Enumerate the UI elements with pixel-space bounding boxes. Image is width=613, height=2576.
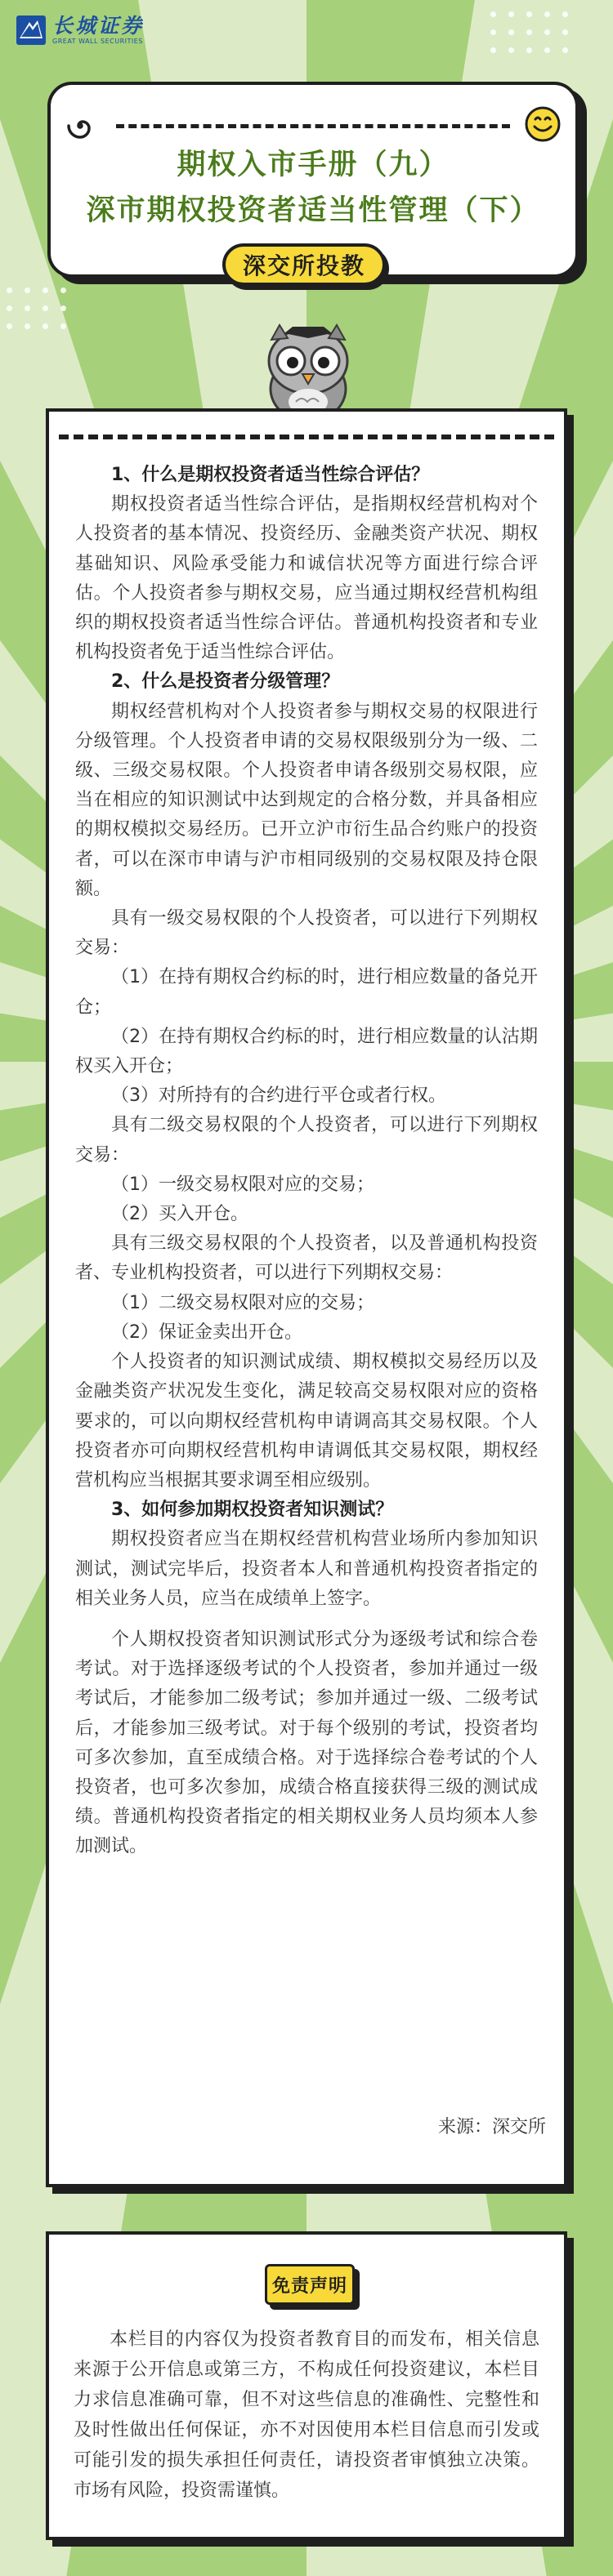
decorative-dot (43, 323, 48, 329)
decorative-dot (60, 323, 66, 329)
decorative-dot (562, 29, 568, 35)
decorative-dot (508, 11, 514, 17)
content-dashed-divider (59, 435, 554, 439)
article-paragraph: （2）保证金卖出开仓。 (111, 1321, 302, 1343)
article-paragraph: 具有三级交易权限的个人投资者，以及普通机构投资者、专业机构投资者，可以进行下列期权交易： (75, 1233, 538, 1284)
decorative-dot (490, 47, 496, 53)
article-paragraph: （2）在持有期权合约标的时，进行相应数量的认沽期权买入开仓； (75, 1026, 538, 1077)
article-paragraph: （2）买入开仓。 (111, 1204, 248, 1225)
article-body (75, 461, 538, 1862)
decorative-dot (508, 29, 514, 35)
section-heading: 2、什么是投资者分级管理？ (111, 671, 340, 693)
decorative-dots-top-right (490, 11, 597, 69)
decorative-dot (60, 287, 66, 293)
disclaimer-text: 本栏目的内容仅为投资者教育目的而发布，相关信息来源于公开信息或第三方，不构成任何投资建议，本栏目力求信息准确可靠，但不对这些信息的准确性、完整性和及时性做出任何保证，亦不对因使用本栏目信息而引发或可能引发的损失承担任何责任，请投资者审慎独立决策。市场有风险，投资需谨慎。 (74, 2329, 539, 2501)
decorative-dot (490, 29, 496, 35)
article-source: 来源：深交所 (437, 2117, 546, 2137)
brand-name-en: GREAT WALL SECURITIES (52, 38, 143, 45)
decorative-dot (25, 287, 30, 293)
article-paragraph: （3）对所持有的合约进行平仓或者行权。 (111, 1085, 446, 1107)
decorative-dot (562, 11, 568, 17)
brand-name-cn: 长城证券 (52, 14, 145, 38)
decorative-dot (7, 305, 12, 311)
article-paragraph: 个人投资者的知识测试成绩、期权模拟交易经历以及金融类资产状况发生变化，满足较高交易权限对应的资格要求的，可以向期权经营机构申请调高其交易权限。个人投资者亦可向期权经营机构申请调低其交易权限，期权经营机构应当根据其要求调至相应级别。 (75, 1352, 538, 1491)
content-card (46, 408, 567, 2187)
smiley-icon (523, 105, 562, 144)
title-line-1: 期权入市手册（九） (177, 149, 450, 181)
decorative-dots-left (7, 287, 88, 345)
article-paragraph: 具有一级交易权限的个人投资者，可以进行下列期权交易： (75, 908, 538, 959)
decorative-dot (7, 323, 12, 329)
decorative-dot (43, 305, 48, 311)
article-paragraph: （1）二级交易权限对应的交易； (111, 1292, 374, 1313)
decorative-dot (25, 323, 30, 329)
article-paragraph: 个人期权投资者知识测试形式分为逐级考试和综合卷考试。对于选择逐级考试的个人投资者，参加并通过一级考试后，才能参加二级考试；参加并通过一级、二级考试后，才能参加三级考试。对于每个级别的考试，投资者均可多次参加，直至成绩合格。对于选择综合卷考试的个人投资者，也可多次参加，成绩合格直接获得三级的测试成绩。普通机构投资者指定的相关期权业务人员均须本人参加测试。 (75, 1629, 538, 1857)
decorative-dot (508, 47, 514, 53)
article-paragraph: 期权经营机构对个人投资者参与期权交易的权限进行分级管理。个人投资者申请的交易权限级别分为一级、二级、三级交易权限。个人投资者申请各级别交易权限，应当在相应的知识测试中达到规定的合格分数，并具备相应的期权模拟交易经历。已开立沪市衍生品合约账户的投资者，可以在深市申请与沪市相同级别的交易权限及持仓限额。 (75, 701, 538, 899)
title-dashed-divider (116, 124, 510, 128)
decorative-dot (490, 11, 496, 17)
article-paragraph: 期权投资者适当性综合评估，是指期权经营机构对个人投资者的基本情况、投资经历、金融类资产状况、期权基础知识、风险承受能力和诚信状况等方面进行综合评估。个人投资者参与期权交易，应当通过期权经营机构组织的期权投资者适当性综合评估。普通机构投资者和专业机构投资者免于适当性综合评估。 (75, 494, 538, 663)
publisher-badge: 深交所投教 (222, 243, 386, 286)
decorative-dot (526, 11, 532, 17)
great-wall-logo-icon (16, 16, 46, 45)
section-heading: 3、如何参加期权投资者知识测试？ (111, 1500, 394, 1521)
decorative-dot (60, 305, 66, 311)
disclaimer-card (46, 2231, 567, 2540)
article-paragraph: （1）在持有期权合约标的时，进行相应数量的备兑开仓； (75, 967, 538, 1018)
decorative-dot (544, 47, 550, 53)
article-paragraph: 期权投资者应当在期权经营机构营业场所内参加知识测试，测试完毕后，投资者本人和普通机构投资者指定的相关业务人员，应当在成绩单上签字。 (75, 1529, 538, 1609)
spiral-icon (64, 109, 96, 142)
article-paragraph: （1）一级交易权限对应的交易； (111, 1174, 374, 1195)
article-paragraph: 具有二级交易权限的个人投资者，可以进行下列期权交易： (75, 1115, 538, 1165)
decorative-dot (7, 287, 12, 293)
title-line-2: 深市期权投资者适当性管理（下） (86, 194, 540, 227)
decorative-dot (544, 11, 550, 17)
publisher-badge-wrap (222, 243, 391, 289)
decorative-dot (544, 29, 550, 35)
decorative-dot (526, 47, 532, 53)
decorative-dot (526, 29, 532, 35)
section-heading: 1、什么是期权投资者适当性综合评估？ (111, 465, 430, 485)
decorative-dot (562, 47, 568, 53)
brand-logo (16, 15, 144, 46)
decorative-dot (25, 305, 30, 311)
disclaimer-title: 免责声明 (265, 2264, 355, 2305)
decorative-dot (43, 287, 48, 293)
